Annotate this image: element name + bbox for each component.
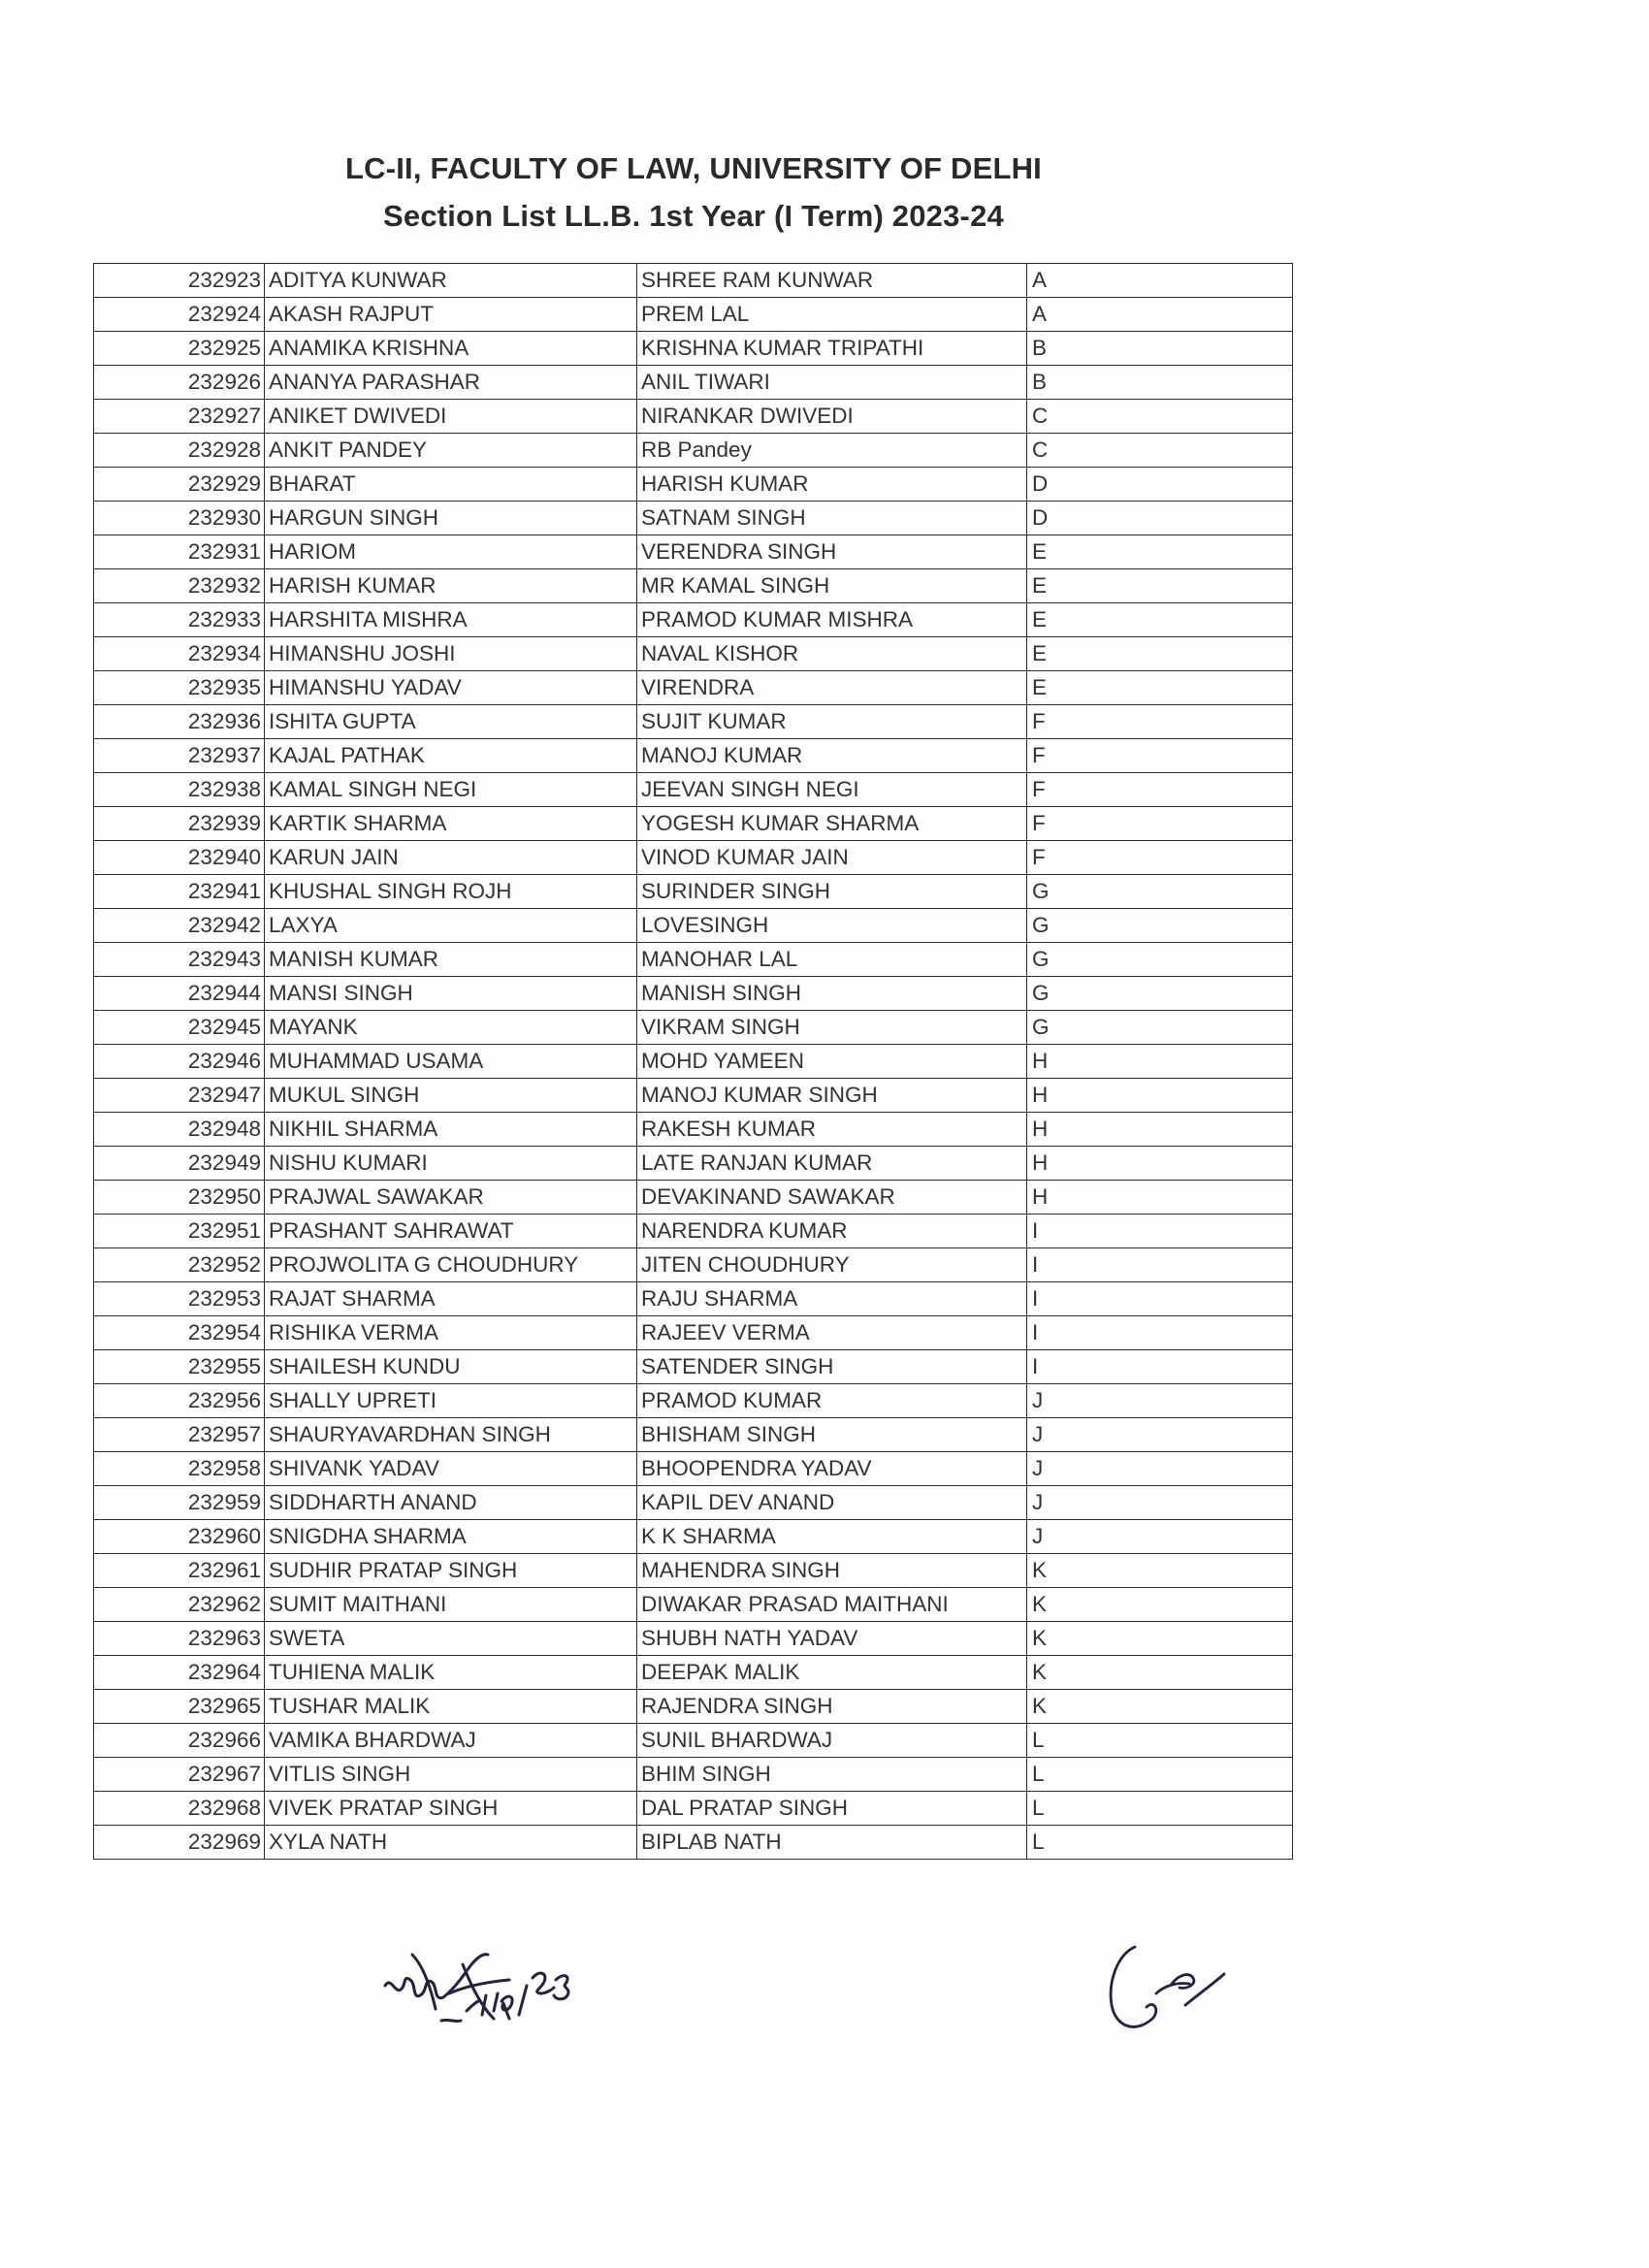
father-name-cell: DEVAKINAND SAWAKAR [637,1181,1027,1215]
student-name-cell: ISHITA GUPTA [265,705,637,739]
student-name-cell: TUHIENA MALIK [265,1656,637,1690]
student-name-cell: KARTIK SHARMA [265,807,637,841]
roll-number-cell: 232929 [94,468,265,502]
student-name-cell: SWETA [265,1622,637,1656]
father-name-cell: SHUBH NATH YADAV [637,1622,1027,1656]
right-signature [1096,1926,1242,2052]
table-row [94,1147,1293,1181]
student-name-cell: HIMANSHU YADAV [265,671,637,705]
section-cell: K [1027,1588,1293,1622]
roll-number-cell: 232937 [94,739,265,773]
table-row [94,1011,1293,1045]
roll-number-cell: 232926 [94,366,265,400]
father-name-cell: RAJU SHARMA [637,1282,1027,1316]
table-row [94,603,1293,637]
table-row [94,468,1293,502]
father-name-cell: MAHENDRA SINGH [637,1554,1027,1588]
roll-number-cell: 232953 [94,1282,265,1316]
table-row [94,773,1293,807]
roll-number-cell: 232951 [94,1215,265,1248]
section-cell: I [1027,1248,1293,1282]
section-cell: L [1027,1826,1293,1860]
table-row [94,1350,1293,1384]
roll-number-cell: 232949 [94,1147,265,1181]
table-row [94,671,1293,705]
student-name-cell: XYLA NATH [265,1826,637,1860]
roll-number-cell: 232938 [94,773,265,807]
table-row [94,569,1293,603]
section-cell: E [1027,637,1293,671]
student-name-cell: KARUN JAIN [265,841,637,875]
father-name-cell: NAVAL KISHOR [637,637,1027,671]
student-name-cell: HIMANSHU JOSHI [265,637,637,671]
father-name-cell: SUJIT KUMAR [637,705,1027,739]
section-cell: J [1027,1486,1293,1520]
father-name-cell: PREM LAL [637,298,1027,332]
roll-number-cell: 232936 [94,705,265,739]
section-cell: C [1027,400,1293,434]
section-cell: E [1027,535,1293,569]
section-cell: F [1027,773,1293,807]
table-row [94,1656,1293,1690]
student-name-cell: SHALLY UPRETI [265,1384,637,1418]
table-row [94,1792,1293,1826]
section-cell: E [1027,569,1293,603]
roll-number-cell: 232969 [94,1826,265,1860]
table-row [94,1452,1293,1486]
roll-number-cell: 232952 [94,1248,265,1282]
roll-number-cell: 232940 [94,841,265,875]
section-cell: A [1027,298,1293,332]
student-name-cell: NIKHIL SHARMA [265,1113,637,1147]
document-subtitle: Section List LL.B. 1st Year (I Term) 2023-24 [383,199,1004,233]
student-name-cell: AKASH RAJPUT [265,298,637,332]
student-name-cell: VIVEK PRATAP SINGH [265,1792,637,1826]
father-name-cell: MANOJ KUMAR [637,739,1027,773]
section-cell: G [1027,1011,1293,1045]
student-name-cell: SIDDHARTH ANAND [265,1486,637,1520]
student-name-cell: MANSI SINGH [265,977,637,1011]
father-name-cell: VIKRAM SINGH [637,1011,1027,1045]
roll-number-cell: 232967 [94,1758,265,1792]
father-name-cell: BHISHAM SINGH [637,1418,1027,1452]
student-name-cell: PROJWOLITA G CHOUDHURY [265,1248,637,1282]
roll-number-cell: 232958 [94,1452,265,1486]
section-cell: J [1027,1520,1293,1554]
father-name-cell: ANIL TIWARI [637,366,1027,400]
roll-number-cell: 232932 [94,569,265,603]
father-name-cell: JITEN CHOUDHURY [637,1248,1027,1282]
student-name-cell: SNIGDHA SHARMA [265,1520,637,1554]
father-name-cell: LATE RANJAN KUMAR [637,1147,1027,1181]
father-name-cell: RAJEEV VERMA [637,1316,1027,1350]
roll-number-cell: 232943 [94,943,265,977]
student-name-cell: MAYANK [265,1011,637,1045]
section-cell: G [1027,943,1293,977]
section-cell: J [1027,1384,1293,1418]
section-cell: K [1027,1554,1293,1588]
student-name-cell: HARISH KUMAR [265,569,637,603]
roll-number-cell: 232945 [94,1011,265,1045]
section-list-body [94,264,1293,1860]
roll-number-cell: 232934 [94,637,265,671]
table-row [94,264,1293,298]
section-cell: B [1027,366,1293,400]
roll-number-cell: 232924 [94,298,265,332]
section-cell: J [1027,1452,1293,1486]
roll-number-cell: 232957 [94,1418,265,1452]
table-row [94,1724,1293,1758]
student-name-cell: HARIOM [265,535,637,569]
father-name-cell: BIPLAB NATH [637,1826,1027,1860]
table-row [94,1826,1293,1860]
table-row [94,807,1293,841]
table-row [94,909,1293,943]
roll-number-cell: 232947 [94,1079,265,1113]
roll-number-cell: 232955 [94,1350,265,1384]
table-row [94,434,1293,468]
father-name-cell: KRISHNA KUMAR TRIPATHI [637,332,1027,366]
student-name-cell: KHUSHAL SINGH ROJH [265,875,637,909]
roll-number-cell: 232948 [94,1113,265,1147]
table-row [94,1215,1293,1248]
table-row [94,1554,1293,1588]
table-row [94,1588,1293,1622]
roll-number-cell: 232950 [94,1181,265,1215]
section-cell: H [1027,1147,1293,1181]
table-row [94,705,1293,739]
section-cell: B [1027,332,1293,366]
table-row [94,502,1293,535]
table-row [94,1316,1293,1350]
section-cell: I [1027,1215,1293,1248]
section-list-table [93,263,1293,1860]
section-cell: G [1027,977,1293,1011]
roll-number-cell: 232935 [94,671,265,705]
roll-number-cell: 232942 [94,909,265,943]
table-row [94,400,1293,434]
table-row [94,1248,1293,1282]
section-cell: D [1027,502,1293,535]
roll-number-cell: 232925 [94,332,265,366]
student-name-cell: MANISH KUMAR [265,943,637,977]
father-name-cell: HARISH KUMAR [637,468,1027,502]
table-row [94,1690,1293,1724]
student-name-cell: VAMIKA BHARDWAJ [265,1724,637,1758]
roll-number-cell: 232931 [94,535,265,569]
father-name-cell: BHOOPENDRA YADAV [637,1452,1027,1486]
section-cell: H [1027,1113,1293,1147]
section-cell: H [1027,1045,1293,1079]
father-name-cell: VERENDRA SINGH [637,535,1027,569]
roll-number-cell: 232962 [94,1588,265,1622]
table-row [94,875,1293,909]
student-name-cell: KAMAL SINGH NEGI [265,773,637,807]
father-name-cell: PRAMOD KUMAR [637,1384,1027,1418]
roll-number-cell: 232941 [94,875,265,909]
father-name-cell: SATENDER SINGH [637,1350,1027,1384]
table-row [94,841,1293,875]
father-name-cell: MANOJ KUMAR SINGH [637,1079,1027,1113]
student-name-cell: PRASHANT SAHRAWAT [265,1215,637,1248]
father-name-cell: NIRANKAR DWIVEDI [637,400,1027,434]
student-name-cell: PRAJWAL SAWAKAR [265,1181,637,1215]
roll-number-cell: 232928 [94,434,265,468]
section-cell: F [1027,739,1293,773]
section-cell: H [1027,1181,1293,1215]
section-cell: L [1027,1792,1293,1826]
section-cell: K [1027,1622,1293,1656]
roll-number-cell: 232966 [94,1724,265,1758]
father-name-cell: DAL PRATAP SINGH [637,1792,1027,1826]
student-name-cell: SHAILESH KUNDU [265,1350,637,1384]
father-name-cell: VIRENDRA [637,671,1027,705]
student-name-cell: NISHU KUMARI [265,1147,637,1181]
student-name-cell: SHAURYAVARDHAN SINGH [265,1418,637,1452]
section-cell: I [1027,1350,1293,1384]
father-name-cell: RAJENDRA SINGH [637,1690,1027,1724]
table-row [94,1520,1293,1554]
father-name-cell: VINOD KUMAR JAIN [637,841,1027,875]
section-cell: F [1027,841,1293,875]
father-name-cell: RAKESH KUMAR [637,1113,1027,1147]
section-cell: A [1027,264,1293,298]
father-name-cell: MANISH SINGH [637,977,1027,1011]
father-name-cell: SUNIL BHARDWAJ [637,1724,1027,1758]
table-row [94,1384,1293,1418]
section-cell: E [1027,671,1293,705]
father-name-cell: K K SHARMA [637,1520,1027,1554]
roll-number-cell: 232944 [94,977,265,1011]
section-cell: I [1027,1316,1293,1350]
father-name-cell: MOHD YAMEEN [637,1045,1027,1079]
table-row [94,1758,1293,1792]
student-name-cell: SUDHIR PRATAP SINGH [265,1554,637,1588]
table-row [94,1622,1293,1656]
student-name-cell: ANKIT PANDEY [265,434,637,468]
roll-number-cell: 232930 [94,502,265,535]
section-cell: F [1027,705,1293,739]
student-name-cell: SUMIT MAITHANI [265,1588,637,1622]
father-name-cell: MR KAMAL SINGH [637,569,1027,603]
document-title: LC-II, FACULTY OF LAW, UNIVERSITY OF DELHI [345,151,1042,185]
table-row [94,1079,1293,1113]
roll-number-cell: 232968 [94,1792,265,1826]
table-row [94,739,1293,773]
section-cell: E [1027,603,1293,637]
section-cell: K [1027,1690,1293,1724]
roll-number-cell: 232960 [94,1520,265,1554]
section-cell: H [1027,1079,1293,1113]
table-row [94,298,1293,332]
father-name-cell: JEEVAN SINGH NEGI [637,773,1027,807]
student-name-cell: RISHIKA VERMA [265,1316,637,1350]
father-name-cell: YOGESH KUMAR SHARMA [637,807,1027,841]
roll-number-cell: 232964 [94,1656,265,1690]
student-name-cell: KAJAL PATHAK [265,739,637,773]
table-row [94,1181,1293,1215]
student-name-cell: SHIVANK YADAV [265,1452,637,1486]
student-name-cell: ANAMIKA KRISHNA [265,332,637,366]
section-cell: D [1027,468,1293,502]
student-name-cell: ANANYA PARASHAR [265,366,637,400]
table-row [94,1418,1293,1452]
roll-number-cell: 232965 [94,1690,265,1724]
roll-number-cell: 232939 [94,807,265,841]
roll-number-cell: 232963 [94,1622,265,1656]
father-name-cell: DEEPAK MALIK [637,1656,1027,1690]
student-name-cell: ANIKET DWIVEDI [265,400,637,434]
table-row [94,1045,1293,1079]
section-cell: K [1027,1656,1293,1690]
father-name-cell: KAPIL DEV ANAND [637,1486,1027,1520]
student-name-cell: VITLIS SINGH [265,1758,637,1792]
roll-number-cell: 232961 [94,1554,265,1588]
father-name-cell: RB Pandey [637,434,1027,468]
table-row [94,366,1293,400]
father-name-cell: SATNAM SINGH [637,502,1027,535]
father-name-cell: DIWAKAR PRASAD MAITHANI [637,1588,1027,1622]
table-row [94,943,1293,977]
student-name-cell: MUHAMMAD USAMA [265,1045,637,1079]
table-row [94,332,1293,366]
student-name-cell: LAXYA [265,909,637,943]
roll-number-cell: 232956 [94,1384,265,1418]
roll-number-cell: 232927 [94,400,265,434]
student-name-cell: TUSHAR MALIK [265,1690,637,1724]
section-cell: J [1027,1418,1293,1452]
father-name-cell: MANOHAR LAL [637,943,1027,977]
section-cell: G [1027,909,1293,943]
table-row [94,977,1293,1011]
father-name-cell: SURINDER SINGH [637,875,1027,909]
section-cell: I [1027,1282,1293,1316]
student-name-cell: HARSHITA MISHRA [265,603,637,637]
section-cell: F [1027,807,1293,841]
roll-number-cell: 232923 [94,264,265,298]
student-name-cell: RAJAT SHARMA [265,1282,637,1316]
roll-number-cell: 232959 [94,1486,265,1520]
father-name-cell: LOVESINGH [637,909,1027,943]
table-row [94,1282,1293,1316]
section-cell: L [1027,1758,1293,1792]
father-name-cell: SHREE RAM KUNWAR [637,264,1027,298]
roll-number-cell: 232933 [94,603,265,637]
student-name-cell: HARGUN SINGH [265,502,637,535]
table-row [94,1113,1293,1147]
father-name-cell: NARENDRA KUMAR [637,1215,1027,1248]
roll-number-cell: 232954 [94,1316,265,1350]
student-name-cell: ADITYA KUNWAR [265,264,637,298]
table-row [94,535,1293,569]
table-row [94,637,1293,671]
section-cell: G [1027,875,1293,909]
section-cell: L [1027,1724,1293,1758]
father-name-cell: PRAMOD KUMAR MISHRA [637,603,1027,637]
left-signature [373,1926,587,2052]
table-row [94,1486,1293,1520]
father-name-cell: BHIM SINGH [637,1758,1027,1792]
roll-number-cell: 232946 [94,1045,265,1079]
section-cell: C [1027,434,1293,468]
student-name-cell: BHARAT [265,468,637,502]
student-name-cell: MUKUL SINGH [265,1079,637,1113]
